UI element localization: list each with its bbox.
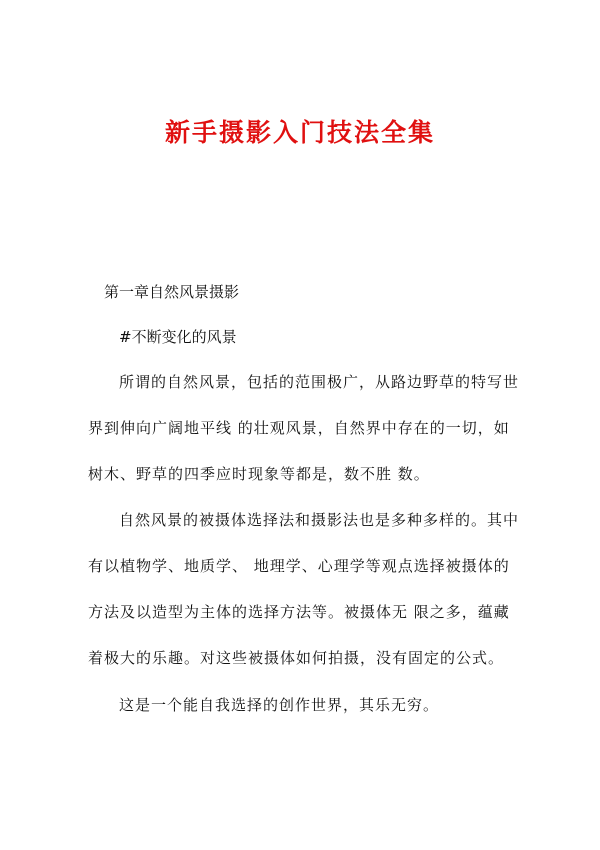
document-title: 新手摄影入门技法全集 [164, 118, 435, 147]
paragraph-1-line-2: 界到伸向广阔地平线 的壮观风景，自然界中存在的一切，如 [88, 419, 510, 437]
section-heading: #不断变化的风景 [119, 328, 237, 346]
paragraph-2-line-3: 方法及以造型为主体的选择方法等。被摄体无 限之多，蕴藏 [88, 603, 510, 621]
paragraph-2-line-2: 有以植物学、地质学、 地理学、心理学等观点选择被摄体的 [88, 557, 510, 575]
paragraph-3-line-1: 这是一个能自我选择的创作世界，其乐无穷。 [119, 696, 440, 714]
chapter-heading: 第一章自然风景摄影 [104, 283, 240, 301]
paragraph-2-line-4: 着极大的乐趣。对这些被摄体如何拍摄，没有固定的公式。 [88, 649, 505, 667]
paragraph-2-line-1: 自然风景的被摄体选择法和摄影法也是多种多样的。其中 [119, 511, 520, 529]
paragraph-1-line-1: 所谓的自然风景，包括的范围极广，从路边野草的特写世 [119, 373, 520, 391]
paragraph-1-line-3: 树木、野草的四季应时现象等都是，数不胜 数。 [88, 465, 430, 483]
